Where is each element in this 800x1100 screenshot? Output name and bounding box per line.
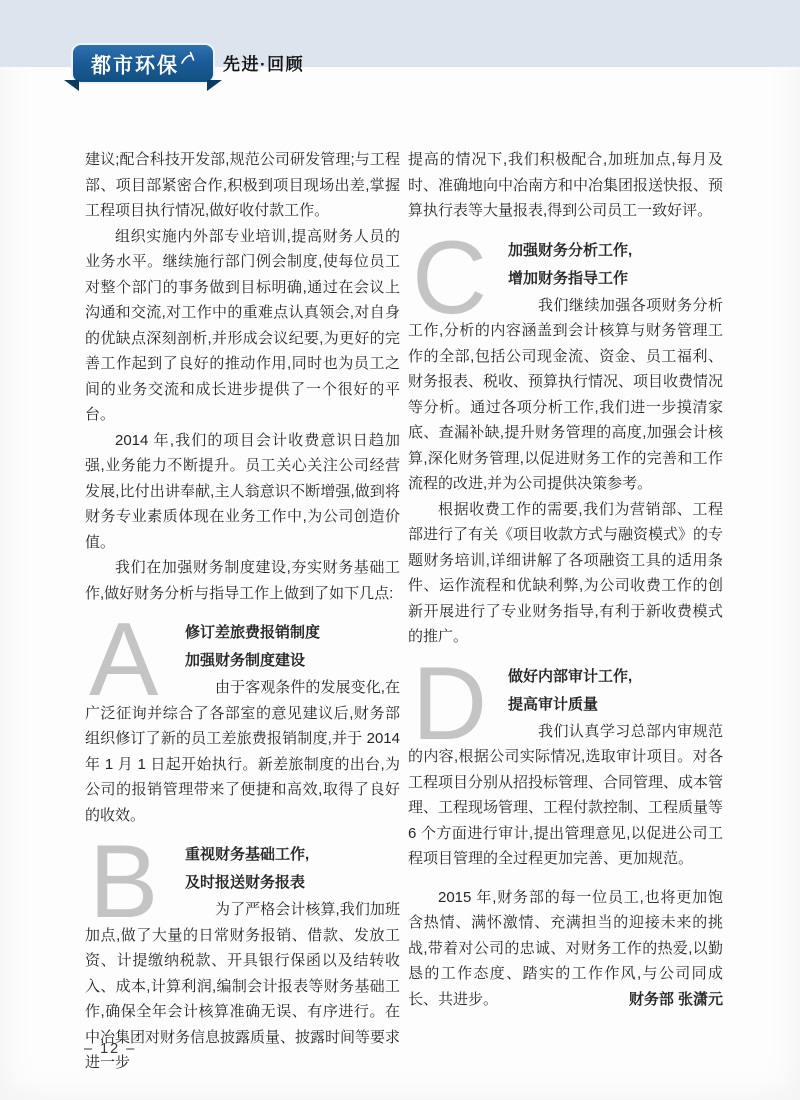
section-a-heading-line1: 修订差旅费报销制度 <box>185 624 321 641</box>
paragraph: 建议;配合科技开发部,规范公司研发管理;与工程部、项目部紧密合作,积极到项目现场出差,掌握工程项目执行情况,做好收付款工作。 <box>85 151 400 219</box>
closing-paragraph: 2015 年,财务部的每一位员工,也将更加饱含热情、满怀激情、充满担当的迎接未来的挑战,带着对公司的忠诚、对财务工作的热爱,以勤恳的工作态度、踏实的工作作风,与公司同成长、共进步。 <box>408 888 723 1008</box>
paragraph: 提高的情况下,我们积极配合,加班加点,每月及时、准确地向中冶南方和中冶集团报送快报、预算执行表等大量报表,得到公司员工一致好评。 <box>408 151 724 219</box>
paragraph: 2014 年,我们的项目会计收费意识日趋加强,业务能力不断提升。员工关心关注公司经营发展,比付出讲奉献,主人翁意识不断增强,做到将财务专业素质体现在业务工作中,为公司创造价值。 <box>85 431 400 551</box>
section-c-heading-line2: 增加财务指导工作 <box>508 269 629 287</box>
section-b-body: 为了严格会计核算,我们加班加点,做了大量的日常财务报销、借款、发放工资、计提缴纳税款、开具银行保函以及结转收入、成本,计算利润,编制会计报表等财务基础工作,确保全年会计核算准确无误、有序进行。在中冶集团对财务信息披露质量、披露时间等要求进一步 <box>85 901 401 1071</box>
dropcap-a: A <box>89 602 159 718</box>
section-d <box>408 645 724 872</box>
article-body <box>85 147 723 1076</box>
dropcap-b: B <box>89 824 159 940</box>
magazine-logo-badge <box>73 45 213 82</box>
ribbon-fold-left <box>64 80 79 91</box>
section-a <box>85 602 400 828</box>
magazine-logo-text: 都市环保 <box>91 54 179 78</box>
ribbon-fold-right <box>207 80 222 91</box>
section-d-heading-line1: 做好内部审计工作, <box>508 667 633 685</box>
right-column <box>408 147 723 1076</box>
column-section-label: 先进·回顾 <box>223 55 305 74</box>
paragraph: 组织实施内外部专业培训,提高财务人员的业务水平。继续施行部门例会制度,使每位员工对整个部门的事务做到目标明确,通过在会议上沟通和交流,对工作中的重难点认真领会,对自身的优缺点深刻剖析,并形成会议纪要,为更好的完善工作起到了良好的推动作用,同时也为员工之间的业务交流和成长进步提供了一个很好的平台。 <box>85 227 400 423</box>
paragraph: 根据收费工作的需要,我们为营销部、工程部进行了有关《项目收款方式与融资模式》的专题财务培训,详细讲解了各项融资工具的适用条件、运作流程和优缺利弊,为公司收费工作的创新开展进行了专业财务指导,有利于新收费模式的推广。 <box>408 500 724 645</box>
section-b-heading-line1: 重视财务基础工作, <box>185 846 310 863</box>
section-c <box>408 219 724 497</box>
section-c-body: 我们继续加强各项财务分析工作,分析的内容涵盖到会计核算与财务管理工作的全部,包括公司现金流、资金、员工福利、财务报表、税收、预算执行情况、项目收费情况等分析。通过各项分析工作,我们进一步摸清家底、查漏补缺,提升财务管理的高度,加强会计核算,深化财务管理,以促进财务工作的完善和工作流程的改进,并为公司提供决策参考。 <box>408 296 724 492</box>
section-a-heading-line2: 加强财务制度建设 <box>185 652 306 669</box>
dropcap-d: D <box>412 645 488 762</box>
logo-swoosh-icon <box>180 51 195 66</box>
section-a-body: 由于客观条件的发展变化,在广泛征询并综合了各部室的意见建议后,财务部组织修订了新的员工差旅费报销制度,并于 2014 年 1 月 1 日起开始执行。新差旅制度的出台,为公司的报销管理带来了便捷和高效,取得了良好的收效。 <box>85 679 400 824</box>
section-d-heading-line2: 提高审计质量 <box>508 695 599 713</box>
section-b-heading-line2: 及时报送财务报表 <box>185 874 306 891</box>
left-column <box>85 147 400 1076</box>
paragraph: 我们在加强财务制度建设,夯实财务基础工作,做好财务分析与指导工作上做到了如下几点: <box>85 559 400 602</box>
author-signature: 财务部 张潇元 <box>628 990 723 1008</box>
dropcap-c: C <box>412 219 488 336</box>
section-c-heading-line1: 加强财务分析工作, <box>508 241 633 259</box>
page-number: – 12 – <box>84 1041 137 1057</box>
section-d-body: 我们认真学习总部内审规范的内容,根据公司实际情况,选取审计项目。对各工程项目分别从招投标管理、合同管理、成本管理、工程现场管理、工程付款控制、工程质量等 6 个方面进行审计,提出管理意见,以促进公司工程项目管理的全过程更加完善、更加规范。 <box>408 722 724 867</box>
